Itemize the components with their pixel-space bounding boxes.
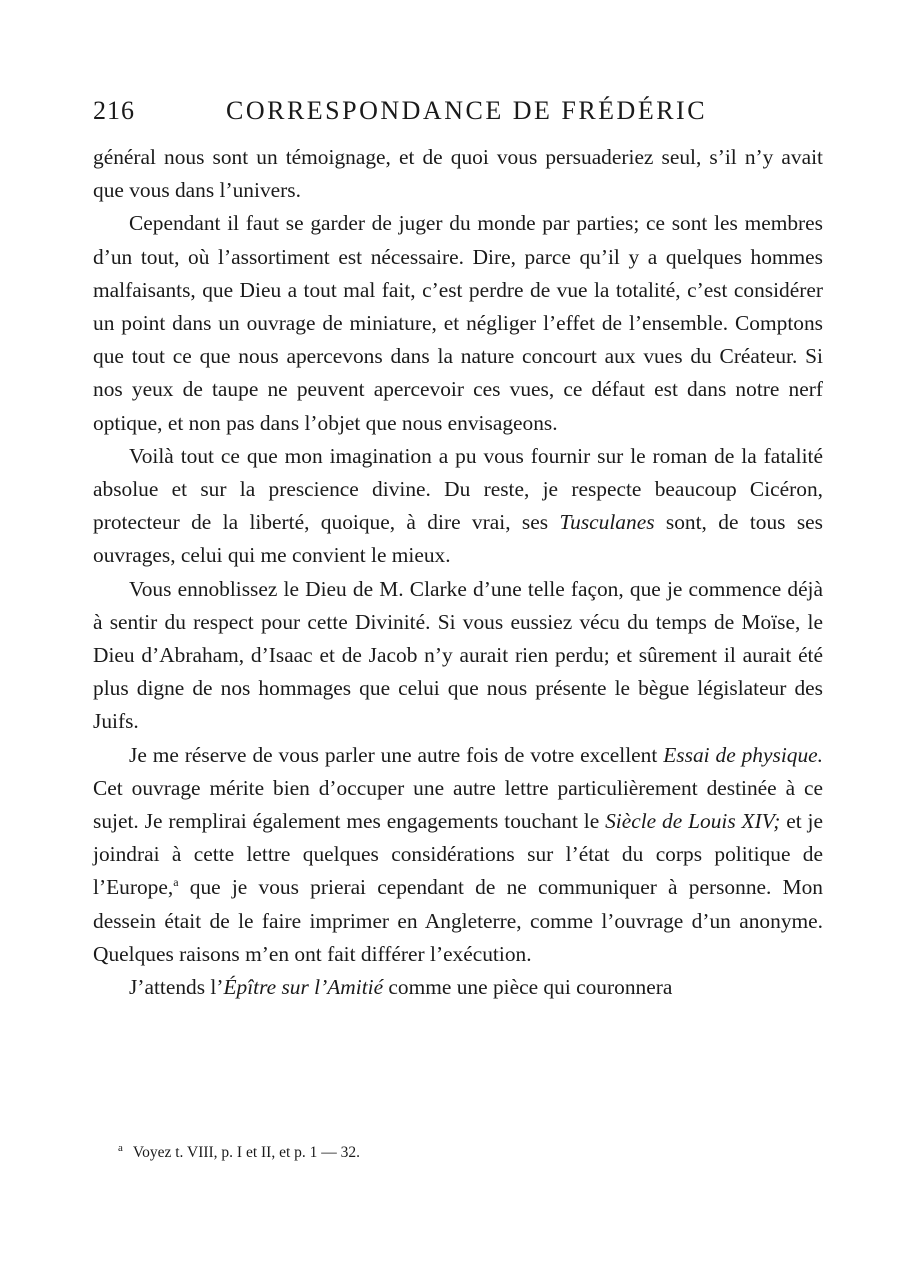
italic-title: Siècle de Louis XIV; (605, 809, 781, 834)
page-number: 216 (93, 96, 135, 125)
paragraph-text: général nous sont un témoignage, et de quoi vous persuaderiez seul, s’il n’y avait que vous dans l’univers. (93, 145, 823, 203)
page-header (93, 96, 823, 130)
paragraph-text: que je vous prierai cependant de ne communiquer à personne. Mon dessein était de le faire imprimer en Angleterre, comme l’ouvrage d’un anonyme. Quelques raisons m’en ont fait différer l’exécution. (93, 875, 823, 966)
italic-title: Épître sur l’Amitié (223, 975, 384, 1000)
paragraph-text: Cependant il faut se garder de juger du monde par parties; ce sont les membres d’un tout, où l’assortiment est nécessaire. Dire, parce qu’il y a quelques hommes malfaisants, que Dieu a tout mal fait, c’est perdre de vue la totalité, c’est considérer un point dans un ouvrage de miniature, et négliger l’effet de l’ensemble. Comptons que tout ce que nous apercevons dans la nature concourt aux vues du Créateur. Si nos yeux de taupe ne peuvent apercevoir ces vues, ce défaut est dans notre nerf optique, et non pas dans l’objet que nous envisageons. (93, 211, 823, 435)
footnote-reference: a (173, 875, 179, 890)
paragraph-text: Vous ennoblissez le Dieu de M. Clarke d’une telle façon, que je commence déjà à sentir du respect pour cette Divinité. Si vous eussiez vécu du temps de Moïse, le Dieu d’Abraham, d’Isaac et de Jacob n’y aurait rien perdu; et sûrement il aurait été plus digne de nos hommages que celui que nous présente le bègue législateur des Juifs. (93, 576, 823, 734)
paragraph (93, 141, 823, 207)
footnote-text: Voyez t. VIII, p. I et II, et p. 1 — 32. (132, 1144, 361, 1161)
paragraph (93, 573, 823, 739)
footnote (118, 1143, 818, 1163)
paragraph-text: Je me réserve de vous parler une autre fois de votre excellent (129, 742, 664, 767)
footnote-marker: a (118, 1141, 123, 1154)
paragraph-text: Voilà tout ce que mon imagination a pu vous fournir sur le roman de la fatalité absolue et sur la prescience divine. Du reste, je respecte beaucoup Cicéron, protecteur de la liberté, quoique, à dire vrai, ses (93, 443, 823, 535)
paragraph (93, 971, 823, 1004)
paragraph (93, 739, 823, 971)
paragraph-text: et je joindrai à cette lettre quelques considérations sur l’état du corps politique de l’Europe, (93, 809, 823, 900)
paragraph-text: comme une pièce qui couronnera (383, 975, 673, 1000)
letter-body (93, 141, 823, 1004)
paragraph (93, 207, 823, 439)
paragraph-text: sont, de tous ses ouvrages, celui qui me convient le mieux. (93, 510, 824, 568)
paragraph-text: J’attends l’ (129, 975, 224, 1000)
italic-title: Essai de physique. (663, 742, 823, 767)
paragraph-text: Cet ouvrage mérite bien d’occuper une autre lettre particulièrement destinée à ce sujet. Je remplirai également mes engagements touchant le (93, 775, 823, 834)
running-title: CORRESPONDANCE DE FRÉDÉRIC (226, 96, 708, 125)
italic-title: Tusculanes (559, 510, 655, 535)
paragraph (93, 440, 823, 573)
